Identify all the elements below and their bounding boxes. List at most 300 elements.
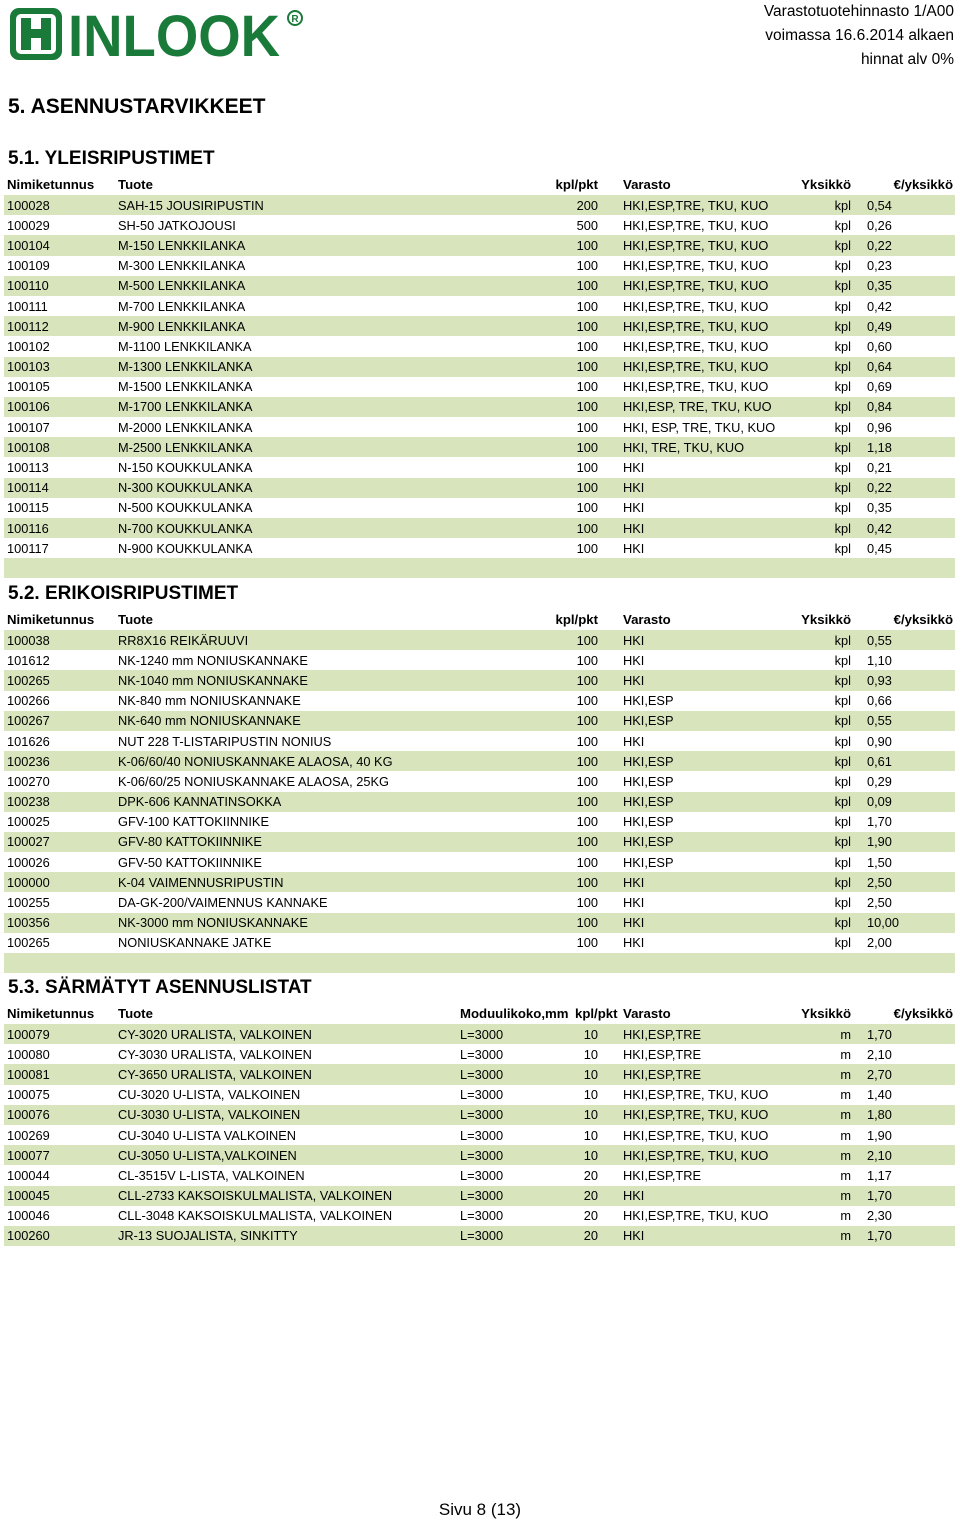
table-row <box>4 1165 955 1185</box>
table-cell: 1,10 <box>867 652 892 668</box>
column-header: €/yksikkö <box>893 176 953 192</box>
section-title-erikoisripustimet: 5.2. ERIKOISRIPUSTIMET <box>8 583 239 604</box>
table-cell: 100105 <box>7 379 50 395</box>
table-cell: 100027 <box>4 832 115 852</box>
table-row <box>4 1064 955 1084</box>
table-row <box>4 691 955 711</box>
table-cell: 100076 <box>4 1105 115 1125</box>
header-vat-note: hinnat alv 0% <box>860 51 954 68</box>
table-cell: kpl <box>834 895 851 911</box>
table-cell: 100 <box>520 518 620 538</box>
table-cell: kpl <box>834 814 851 830</box>
table-cell: DPK-606 KANNATINSOKKA <box>115 792 520 812</box>
table-cell: 20 <box>583 1167 598 1183</box>
table-cell: K-06/60/40 NONIUSKANNAKE ALAOSA, 40 KG <box>115 751 520 771</box>
table-cell: 100080 <box>7 1046 50 1062</box>
table-cell: HKI <box>620 1226 790 1246</box>
table-row <box>4 751 955 771</box>
table-cell: 20 <box>583 1208 598 1224</box>
table-cell: 100 <box>520 872 620 892</box>
table-row <box>4 812 955 832</box>
table-row <box>4 630 955 650</box>
table-cell: kpl <box>834 338 851 354</box>
table-cell: NK-3000 mm NONIUSKANNAKE <box>115 913 520 933</box>
table-cell: N-700 KOUKKULANKA <box>115 518 520 538</box>
price-table-sarmatyt-asennuslistat <box>4 1002 955 1246</box>
table-cell: 100 <box>576 935 598 951</box>
column-header: kpl/pkt <box>575 1005 618 1021</box>
table-row <box>4 256 955 276</box>
table-cell: HKI <box>623 935 645 951</box>
table-cell: 100117 <box>7 540 49 556</box>
price-table-erikoisripustimet <box>4 608 955 973</box>
table-cell: m <box>840 1046 851 1062</box>
table-cell: HKI <box>623 733 645 749</box>
table-cell: M-900 LENKKILANKA <box>115 316 520 336</box>
table-cell: 0,42 <box>857 518 955 538</box>
table-row <box>4 892 955 912</box>
table-cell: 1,50 <box>867 854 892 870</box>
table-cell: N-300 KOUKKULANKA <box>115 478 520 498</box>
table-cell: HKI,ESP <box>623 814 674 830</box>
table-cell: 100045 <box>4 1186 115 1206</box>
table-cell: 0,84 <box>857 397 955 417</box>
table-row <box>4 1206 955 1226</box>
table-cell: 100 <box>520 235 620 255</box>
table-cell: 500 <box>576 217 598 233</box>
table-cell: HKI,ESP,TRE <box>620 1064 790 1084</box>
table-cell: 100269 <box>7 1127 50 1143</box>
table-row <box>4 417 955 437</box>
table-cell: 100 <box>520 478 620 498</box>
table-cell: HKI,ESP,TRE, TKU, KUO <box>623 1087 769 1103</box>
table-cell: 100 <box>576 652 598 668</box>
table-cell: kpl <box>834 693 851 709</box>
table-cell: 0,45 <box>867 540 892 556</box>
table-cell: K-04 VAIMENNUSRIPUSTIN <box>115 872 520 892</box>
table-cell: HKI,ESP,TRE, TKU, KUO <box>620 357 790 377</box>
table-row <box>4 316 955 336</box>
table-cell: HKI <box>620 670 790 690</box>
table-cell: 100109 <box>7 258 50 274</box>
table-cell: 100260 <box>4 1226 115 1246</box>
table-cell: m <box>840 1167 851 1183</box>
table-cell: HKI,ESP,TRE, TKU, KUO <box>620 235 790 255</box>
table-cell: kpl <box>834 419 851 435</box>
table-cell: 2,70 <box>857 1064 955 1084</box>
table-cell: CY-3030 URALISTA, VALKOINEN <box>118 1046 312 1062</box>
column-header: kpl/pkt <box>555 611 598 627</box>
price-table-yleisripustimet <box>4 173 955 578</box>
table-cell: kpl <box>834 258 851 274</box>
table-cell: 100075 <box>7 1087 50 1103</box>
table-row <box>4 872 955 892</box>
table-cell: 100266 <box>7 693 50 709</box>
table-cell: m <box>790 1064 857 1084</box>
table-cell: HKI,ESP,TRE, TKU, KUO <box>623 379 769 395</box>
table-cell: CLL-3048 KAKSOISKULMALISTA, VALKOINEN <box>118 1208 393 1224</box>
column-header: Varasto <box>623 611 671 627</box>
table-cell: 0,90 <box>867 733 892 749</box>
table-cell: N-500 KOUKKULANKA <box>118 500 253 516</box>
table-cell: M-300 LENKKILANKA <box>118 258 246 274</box>
table-cell: 100 <box>576 500 598 516</box>
table-cell: kpl <box>790 670 857 690</box>
table-header-row <box>4 608 955 630</box>
table-cell: 100106 <box>4 397 115 417</box>
table-cell: kpl <box>790 437 857 457</box>
table-cell: 2,00 <box>867 935 892 951</box>
table-cell: L=3000 <box>457 1145 572 1165</box>
table-row <box>4 357 955 377</box>
table-cell: CY-3020 URALISTA, VALKOINEN <box>115 1024 457 1044</box>
table-cell: 0,96 <box>867 419 892 435</box>
column-header: Yksikkö <box>801 611 851 627</box>
table-cell: 100356 <box>4 913 115 933</box>
table-cell: HKI <box>620 913 790 933</box>
table-cell: kpl <box>834 500 851 516</box>
table-cell: JR-13 SUOJALISTA, SINKITTY <box>115 1226 457 1246</box>
table-row <box>4 1085 955 1105</box>
svg-text:R: R <box>291 14 299 25</box>
table-cell: 100025 <box>7 814 50 830</box>
table-cell: HKI,ESP <box>623 693 674 709</box>
table-header-row <box>4 1002 955 1024</box>
table-cell: 100114 <box>4 478 115 498</box>
table-cell: 100 <box>520 832 620 852</box>
table-cell: HKI,ESP <box>620 751 790 771</box>
table-cell: 100265 <box>4 670 115 690</box>
table-cell: 10 <box>572 1024 620 1044</box>
column-header: Nimiketunnus <box>7 176 95 192</box>
table-cell: 100 <box>520 630 620 650</box>
table-cell: HKI <box>620 630 790 650</box>
table-cell: kpl <box>790 478 857 498</box>
table-cell: HKI, TRE, TKU, KUO <box>620 437 790 457</box>
separator-cell <box>4 953 955 973</box>
table-cell: 100107 <box>7 419 50 435</box>
table-cell: 100046 <box>7 1208 50 1224</box>
table-cell: 100111 <box>7 298 48 314</box>
table-cell: kpl <box>790 235 857 255</box>
table-cell: HKI,ESP,TRE, TKU, KUO <box>620 1105 790 1125</box>
table-cell: HKI <box>623 500 645 516</box>
table-cell: NK-640 mm NONIUSKANNAKE <box>115 711 520 731</box>
table-cell: SH-50 JATKOJOUSI <box>118 217 236 233</box>
table-cell: HKI <box>620 478 790 498</box>
table-cell: 1,70 <box>857 1186 955 1206</box>
table-cell: NONIUSKANNAKE JATKE <box>118 935 272 951</box>
table-cell: m <box>840 1208 851 1224</box>
table-cell: 0,29 <box>867 773 892 789</box>
table-cell: M-700 LENKKILANKA <box>118 298 246 314</box>
table-row <box>4 437 955 457</box>
table-row <box>4 1226 955 1246</box>
table-cell: m <box>840 1087 851 1103</box>
table-cell: 100 <box>520 792 620 812</box>
table-cell: m <box>790 1024 857 1044</box>
table-cell: K-06/60/25 NONIUSKANNAKE ALAOSA, 25KG <box>118 773 389 789</box>
table-cell: 1,70 <box>857 1226 955 1246</box>
table-cell: 0,35 <box>867 500 892 516</box>
table-cell: 100116 <box>4 518 115 538</box>
table-cell: 10,00 <box>857 913 955 933</box>
table-cell: L=3000 <box>457 1105 572 1125</box>
table-cell: kpl <box>790 630 857 650</box>
table-cell: 0,60 <box>867 338 892 354</box>
table-cell: 101612 <box>7 652 50 668</box>
table-cell: 100077 <box>4 1145 115 1165</box>
table-cell: 10 <box>583 1127 598 1143</box>
table-cell: kpl <box>790 276 857 296</box>
table-row <box>4 670 955 690</box>
table-cell: M-2500 LENKKILANKA <box>115 437 520 457</box>
table-cell: m <box>790 1145 857 1165</box>
table-cell: 2,10 <box>867 1046 892 1062</box>
column-header: €/yksikkö <box>893 1005 953 1021</box>
table-cell: 200 <box>520 195 620 215</box>
table-cell: SAH-15 JOUSIRIPUSTIN <box>115 195 520 215</box>
table-cell: 100 <box>520 357 620 377</box>
column-header: Varasto <box>623 1005 671 1021</box>
table-cell: kpl <box>790 357 857 377</box>
table-cell: kpl <box>834 460 851 476</box>
table-cell: kpl <box>834 935 851 951</box>
table-row <box>4 377 955 397</box>
table-cell: M-1500 LENKKILANKA <box>118 379 253 395</box>
table-cell: 100236 <box>4 751 115 771</box>
table-cell: HKI <box>623 895 645 911</box>
table-cell: CU-3040 U-LISTA VALKOINEN <box>118 1127 297 1143</box>
table-cell: 1,90 <box>867 1127 892 1143</box>
table-cell: 100 <box>576 773 598 789</box>
table-cell: HKI,ESP,TRE, TKU, KUO <box>620 316 790 336</box>
table-cell: 100026 <box>7 854 50 870</box>
table-cell: 0,23 <box>867 258 892 274</box>
table-cell: 100028 <box>4 195 115 215</box>
table-cell: 100108 <box>4 437 115 457</box>
table-cell: CU-3030 U-LISTA, VALKOINEN <box>115 1105 457 1125</box>
column-header: Yksikkö <box>801 176 851 192</box>
table-row <box>4 518 955 538</box>
page-number: Sivu 8 (13) <box>438 1500 522 1519</box>
table-cell: kpl <box>834 773 851 789</box>
table-cell: kpl <box>834 379 851 395</box>
table-cell: 100 <box>576 733 598 749</box>
table-cell: 100044 <box>7 1167 50 1183</box>
column-header: €/yksikkö <box>893 611 953 627</box>
table-row <box>4 1024 955 1044</box>
section-title-sarmatyt-asennuslistat: 5.3. SÄRMÄTYT ASENNUSLISTAT <box>8 977 312 998</box>
table-cell: NUT 228 T-LISTARIPUSTIN NONIUS <box>118 733 332 749</box>
table-cell: 100238 <box>4 792 115 812</box>
table-cell: 100029 <box>7 217 50 233</box>
column-header: Tuote <box>118 611 153 627</box>
table-cell: HKI,ESP,TRE <box>623 1167 701 1183</box>
table-cell: HKI,ESP,TRE, TKU, KUO <box>623 338 769 354</box>
table-cell: 0,42 <box>867 298 892 314</box>
table-cell: 0,26 <box>867 217 892 233</box>
table-header-row <box>4 173 955 195</box>
column-header: kpl/pkt <box>555 176 598 192</box>
table-cell: 100110 <box>4 276 115 296</box>
table-cell: 101626 <box>7 733 50 749</box>
table-cell: 100 <box>576 419 598 435</box>
table-cell: 100079 <box>4 1024 115 1044</box>
table-row <box>4 933 955 953</box>
table-row <box>4 336 955 356</box>
header-title: Varastotuotehinnasto 1/A00 <box>763 3 954 20</box>
table-row <box>4 913 955 933</box>
table-cell: 10 <box>572 1064 620 1084</box>
table-cell: M-2000 LENKKILANKA <box>118 419 253 435</box>
table-cell: 100102 <box>7 338 50 354</box>
table-row <box>4 276 955 296</box>
table-cell: HKI,ESP,TRE, TKU, KUO <box>620 195 790 215</box>
table-cell: 100 <box>576 258 598 274</box>
table-cell: HKI,ESP <box>620 832 790 852</box>
table-cell: 0,55 <box>857 711 955 731</box>
table-cell: HKI,ESP,TRE, TKU, KUO <box>623 258 769 274</box>
document-header <box>764 0 954 72</box>
table-cell: L=3000 <box>457 1064 572 1084</box>
table-cell: 10 <box>583 1087 598 1103</box>
table-cell: kpl <box>834 298 851 314</box>
table-cell: HKI,ESP, TRE, TKU, KUO <box>620 397 790 417</box>
table-cell: 0,21 <box>867 460 892 476</box>
table-cell: 20 <box>572 1186 620 1206</box>
table-cell: 10 <box>572 1105 620 1125</box>
table-cell: 0,22 <box>857 478 955 498</box>
table-cell: kpl <box>790 751 857 771</box>
table-row <box>4 296 955 316</box>
table-row <box>4 1125 955 1145</box>
table-cell: kpl <box>790 518 857 538</box>
table-cell: 0,09 <box>857 792 955 812</box>
table-cell: 0,66 <box>867 693 892 709</box>
table-cell: kpl <box>834 733 851 749</box>
table-cell: NK-1240 mm NONIUSKANNAKE <box>118 652 308 668</box>
column-header: Yksikkö <box>801 1005 851 1021</box>
table-cell: L=3000 <box>457 1024 572 1044</box>
table-cell: 0,64 <box>857 357 955 377</box>
table-row <box>4 215 955 235</box>
table-cell: 100103 <box>4 357 115 377</box>
table-cell: 100 <box>576 298 598 314</box>
table-cell: 100 <box>576 460 598 476</box>
table-cell: 1,18 <box>857 437 955 457</box>
table-cell: 100270 <box>7 773 50 789</box>
svg-text:INLOOK: INLOOK <box>68 4 281 64</box>
table-cell: 0,54 <box>857 195 955 215</box>
table-cell: DA-GK-200/VAIMENNUS KANNAKE <box>118 895 328 911</box>
table-cell: GFV-80 KATTOKIINNIKE <box>115 832 520 852</box>
table-cell: 10 <box>572 1145 620 1165</box>
table-cell: CU-3020 U-LISTA, VALKOINEN <box>118 1087 301 1103</box>
table-cell: m <box>790 1226 857 1246</box>
table-cell: 100265 <box>7 935 50 951</box>
inlook-logo <box>8 4 308 64</box>
table-cell: 100 <box>520 670 620 690</box>
table-cell: 100081 <box>4 1064 115 1084</box>
table-cell: kpl <box>834 217 851 233</box>
table-cell: L=3000 <box>460 1167 504 1183</box>
table-cell: m <box>790 1186 857 1206</box>
table-cell: 100104 <box>4 235 115 255</box>
table-cell: 10 <box>583 1046 598 1062</box>
table-cell: 100 <box>576 338 598 354</box>
table-cell: HKI,ESP <box>620 792 790 812</box>
table-cell: HKI <box>623 460 645 476</box>
table-row <box>4 1186 955 1206</box>
table-cell: HKI <box>620 1186 790 1206</box>
table-cell: 100 <box>576 540 598 556</box>
column-header: Nimiketunnus <box>7 1005 95 1021</box>
table-row <box>4 498 955 518</box>
table-cell: kpl <box>790 711 857 731</box>
table-row <box>4 731 955 751</box>
table-cell: RR8X16 REIKÄRUUVI <box>115 630 520 650</box>
table-cell: 100113 <box>7 460 49 476</box>
table-cell: m <box>840 1127 851 1143</box>
table-cell: HKI,ESP,TRE, TKU, KUO <box>620 1145 790 1165</box>
table-cell: 1,90 <box>857 832 955 852</box>
page-title: 5. ASENNUSTARVIKKEET <box>8 95 266 118</box>
table-cell: M-1700 LENKKILANKA <box>115 397 520 417</box>
table-cell: 2,50 <box>857 872 955 892</box>
table-cell: L=3000 <box>460 1087 504 1103</box>
table-row <box>4 235 955 255</box>
table-cell: 20 <box>572 1226 620 1246</box>
table-cell: HKI, ESP, TRE, TKU, KUO <box>623 419 776 435</box>
separator-cell <box>4 558 955 578</box>
table-cell: 2,30 <box>867 1208 892 1224</box>
table-row <box>4 538 955 558</box>
table-cell: L=3000 <box>457 1186 572 1206</box>
table-cell: 100 <box>520 913 620 933</box>
table-cell: kpl <box>834 652 851 668</box>
table-cell: 100 <box>520 751 620 771</box>
table-cell: 100 <box>576 854 598 870</box>
column-header: Varasto <box>623 176 671 192</box>
table-cell: kpl <box>790 872 857 892</box>
table-cell: 100115 <box>7 500 49 516</box>
table-cell: 100000 <box>4 872 115 892</box>
table-cell: 2,50 <box>867 895 892 911</box>
table-cell: HKI <box>620 518 790 538</box>
table-cell: 1,70 <box>857 1024 955 1044</box>
table-cell: 0,35 <box>857 276 955 296</box>
table-cell: CLL-2733 KAKSOISKULMALISTA, VALKOINEN <box>115 1186 457 1206</box>
table-row <box>4 397 955 417</box>
table-cell: 100 <box>576 693 598 709</box>
table-cell: kpl <box>790 316 857 336</box>
section-title-yleisripustimet: 5.1. YLEISRIPUSTIMET <box>8 148 215 169</box>
table-cell: 100 <box>576 379 598 395</box>
table-cell: m <box>790 1105 857 1125</box>
table-cell: HKI <box>620 872 790 892</box>
table-cell: M-1300 LENKKILANKA <box>115 357 520 377</box>
table-cell: 100 <box>520 711 620 731</box>
table-cell: L=3000 <box>460 1208 504 1224</box>
table-cell: L=3000 <box>460 1127 504 1143</box>
table-separator-row <box>4 558 955 578</box>
table-cell: GFV-50 KATTOKIINNIKE <box>118 854 262 870</box>
table-cell: 1,70 <box>867 814 892 830</box>
table-cell: HKI,ESP <box>620 711 790 731</box>
table-cell: 100267 <box>4 711 115 731</box>
table-cell: HKI,ESP,TRE, TKU, KUO <box>623 298 769 314</box>
